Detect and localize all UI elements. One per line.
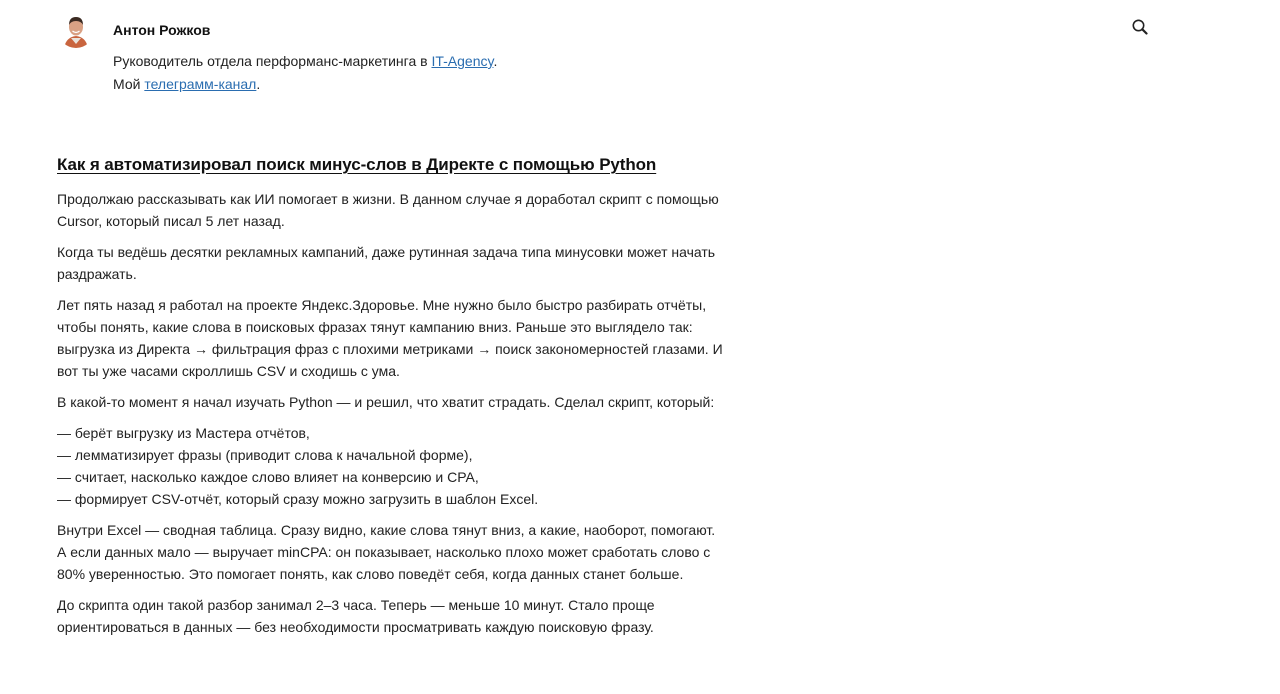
channel-prefix: Мой [113,76,145,92]
article-paragraph: В какой-то момент я начал изучать Python — и решил, что хватит страдать. Сделал скрипт, который: [57,394,715,410]
company-link[interactable]: IT-Agency [431,53,494,69]
author-bio [113,50,753,96]
article-paragraph: Внутри Excel — сводная таблица. Сразу видно, какие слова тянут вниз, а какие, наоборот, помогают. А если данных мало — выручает minCPA: он показывает, насколько плохо может сработать слово с 80% уверенностью. Это помогает понять, как слово поведёт себя, когда данных станет больше. [57,522,716,582]
author-name: Антон Рожков [113,22,211,38]
telegram-channel-link[interactable]: телеграмм-канал [144,76,257,92]
feature-list [57,422,727,510]
article-paragraph: Когда ты ведёшь десятки рекламных кампаний, даже рутинная задача типа минусовки может начать раздражать. [57,244,716,282]
author-role-line [113,50,753,73]
avatar-photo-icon [58,12,94,48]
author-avatar[interactable] [58,12,94,48]
article-paragraph: До скрипта один такой разбор занимал 2–3 часа. Теперь — меньше 10 минут. Стало проще ориентироваться в данных — без необходимости просматривать каждую поисковую фразу. [57,597,655,635]
channel-suffix: . [256,76,261,92]
article-paragraph: Лет пять назад я работал на проекте Яндекс.Здоровье. Мне нужно было быстро разбирать отчёты, чтобы понять, какие слова в поисковых фразах тянут кампанию вниз. Раньше это выглядело так: выгрузка из Директа → фильтрация фраз с плохими метриками → поиск закономерностей глазами. И вот ты уже часами скроллишь CSV и сходишь с ума. [57,297,723,379]
article [57,152,727,647]
author-channel-line [113,73,753,96]
list-item: — формирует CSV-отчёт, который сразу можно загрузить в шаблон Excel. [57,491,539,507]
article-title-link[interactable]: Как я автоматизировал поиск минус-слов в Директе с помощью Python [57,155,657,174]
search-icon [1131,18,1151,38]
author-role-text: Руководитель отдела перформанс-маркетинга в [113,53,432,69]
article-paragraph: Продолжаю рассказывать как ИИ помогает в жизни. В данном случае я доработал скрипт с помощью Cursor, который писал 5 лет назад. [57,191,719,229]
list-item: — берёт выгрузку из Мастера отчётов, [57,425,310,441]
list-item: — считает, насколько каждое слово влияет на конверсию и CPA, [57,469,479,485]
search-button[interactable] [1131,18,1151,38]
list-item: — лемматизирует фразы (приводит слова к начальной форме), [57,447,473,463]
author-role-suffix: . [493,53,498,69]
